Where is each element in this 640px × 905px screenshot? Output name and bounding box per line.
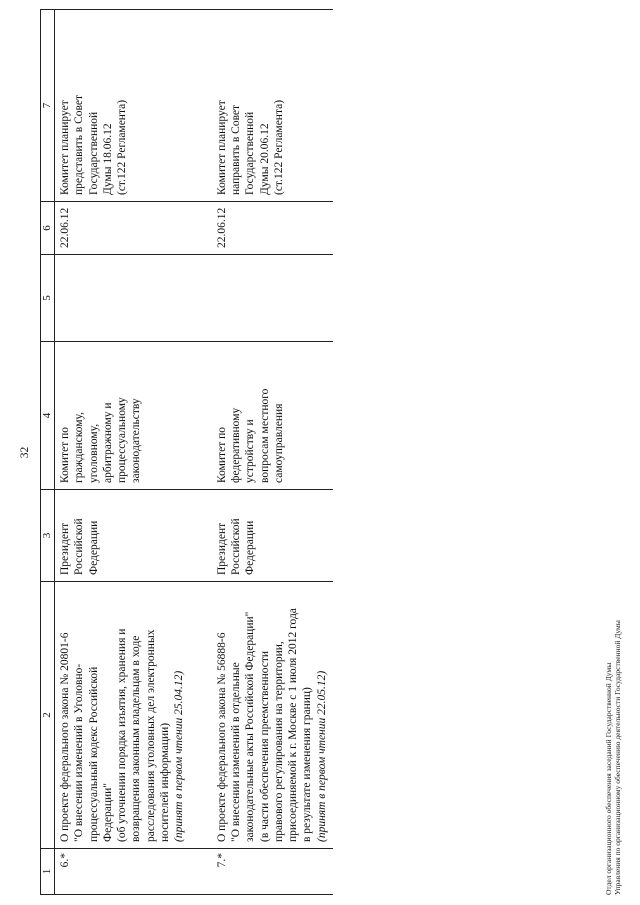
bill-title-line: расследования уголовных дел электронных	[144, 629, 157, 842]
bill-title-line: О проекте федерального закона № 56888-6	[215, 632, 228, 842]
bill-description	[55, 582, 213, 849]
footer-department: Отдел организационного обеспечения заседаний Государственной Думы	[604, 662, 613, 895]
header-row	[41, 10, 55, 895]
responsible-committee	[213, 342, 333, 490]
note-line: направить в Совет	[229, 104, 242, 195]
bill-title-line: "О внесении изменений в Уголовно-	[73, 663, 86, 842]
committee-line: Комитет по	[59, 427, 71, 483]
initiator-line: Федерации	[244, 520, 257, 575]
committee-line: законодательству	[130, 398, 143, 483]
column-header-5: 5	[41, 255, 55, 342]
committee-note	[213, 10, 333, 202]
initiator-line: Российской	[229, 518, 242, 575]
bill-title-line: присоединяемой к г. Москве с 1 июля 2012 года	[287, 608, 300, 842]
column-5-cell	[213, 255, 333, 342]
note-line: Думы 18.06.12	[101, 123, 114, 195]
note-line: Думы 20.06.12	[258, 123, 271, 195]
committee-line: процессуальному	[116, 397, 129, 483]
row-number: 7.*	[213, 849, 333, 895]
table-row	[55, 10, 213, 895]
bill-title-line: процессуальный кодекс Российской	[87, 666, 100, 842]
bill-title-line: Федерации"	[101, 782, 114, 842]
note-line: Комитет планирует	[59, 100, 71, 195]
bill-title-line: О проекте федерального закона № 20801-6	[59, 632, 71, 842]
column-header-7: 7	[41, 10, 55, 202]
bill-title-line: законодательные акты Российской Федерации"	[244, 611, 257, 842]
committee-line: уголовному,	[87, 423, 100, 483]
bill-title-line: (об уточнении порядка изъятия, хранения и	[116, 628, 129, 842]
committee-line: устройству и	[244, 419, 257, 483]
initiator-line: Президент	[59, 522, 71, 575]
initiator-line: Президент	[215, 522, 228, 575]
planned-date: 22.06.12	[55, 202, 213, 255]
bills-table	[40, 9, 333, 895]
initiator-line: Федерации	[87, 520, 100, 575]
column-5-cell	[55, 255, 213, 342]
note-line: представить в Совет	[73, 94, 86, 195]
bill-title-line: правового регулирования на территории,	[272, 641, 285, 842]
bill-title-line: носителей информации)	[159, 722, 172, 842]
reading-status: (принят в первом чтении 25.04.12)	[173, 670, 186, 842]
bill-title-line: (в части обеспечения преемственности	[258, 650, 271, 842]
committee-line: вопросам местного	[258, 388, 271, 483]
column-header-4: 4	[41, 342, 55, 490]
initiator	[213, 490, 333, 582]
note-line: (ст.122 Регламента)	[116, 99, 129, 195]
initiator	[55, 490, 213, 582]
note-line: Комитет планирует	[215, 100, 228, 195]
note-line: Государственной	[244, 111, 257, 195]
note-line: (ст.122 Регламента)	[272, 99, 285, 195]
page-number: 32	[19, 446, 31, 459]
column-header-3: 3	[41, 490, 55, 582]
initiator-line: Российской	[73, 518, 86, 575]
note-line: Государственной	[87, 111, 100, 195]
committee-line: гражданскому,	[73, 411, 86, 483]
committee-line: Комитет по	[215, 427, 228, 483]
column-header-6: 6	[41, 202, 55, 255]
bill-title-line: "О внесении изменений в отдельные	[229, 662, 242, 842]
bill-title-line: в результате изменения границ)	[301, 687, 314, 842]
bill-description	[213, 582, 333, 849]
committee-line: арбитражному и	[101, 402, 114, 483]
footer	[604, 620, 622, 895]
row-number: 6.*	[55, 849, 213, 895]
bill-title-line: возвращения законным владельцам в ходе	[130, 635, 143, 842]
table-row	[213, 10, 333, 895]
column-header-2: 2	[41, 582, 55, 849]
planned-date: 22.06.12	[213, 202, 333, 255]
committee-note	[55, 10, 213, 202]
committee-line: самоуправления	[272, 403, 285, 483]
committee-line: федеративному	[229, 407, 242, 483]
footer-directorate: Управления по организационному обеспечению деятельности Государственной Думы	[613, 620, 622, 895]
responsible-committee	[55, 342, 213, 490]
column-header-1: 1	[41, 849, 55, 895]
reading-status: (принят в первом чтении 22.05.12)	[315, 670, 328, 842]
